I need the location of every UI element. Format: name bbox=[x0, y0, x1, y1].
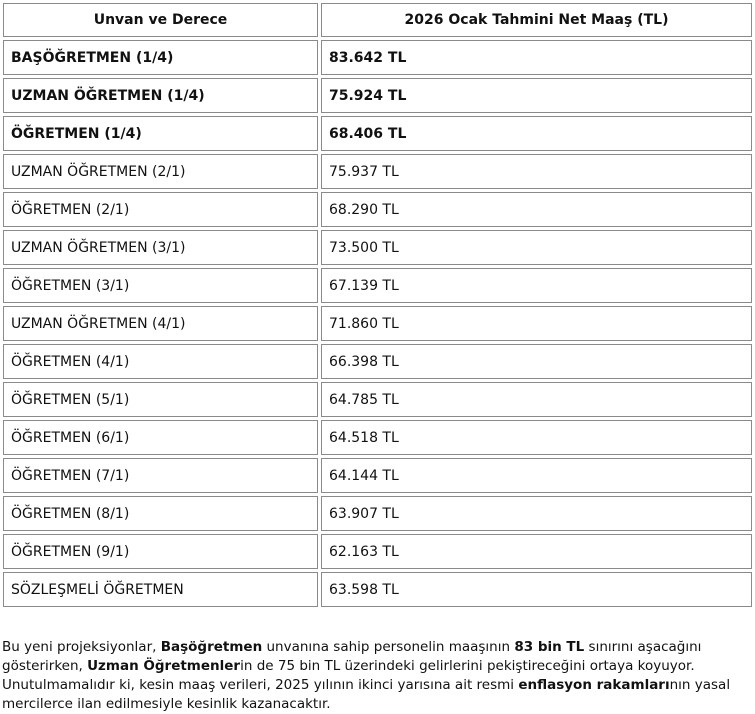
paragraph-text: unvanına sahip personelin maaşının bbox=[262, 638, 515, 655]
salary-cell: 68.290 TL bbox=[321, 192, 752, 227]
table-row bbox=[3, 116, 752, 151]
title-cell: ÖĞRETMEN (4/1) bbox=[3, 344, 318, 379]
title-cell: ÖĞRETMEN (6/1) bbox=[3, 420, 318, 455]
title-cell: SÖZLEŞMELİ ÖĞRETMEN bbox=[3, 572, 318, 607]
salary-cell: 73.500 TL bbox=[321, 230, 752, 265]
column-header-salary: 2026 Ocak Tahmini Net Maaş (TL) bbox=[321, 3, 752, 37]
salary-cell: 66.398 TL bbox=[321, 344, 752, 379]
salary-cell: 64.144 TL bbox=[321, 458, 752, 493]
paragraph-bold-text: 83 bin TL bbox=[514, 638, 585, 655]
table-row bbox=[3, 382, 752, 417]
title-cell: ÖĞRETMEN (5/1) bbox=[3, 382, 318, 417]
salary-cell: 62.163 TL bbox=[321, 534, 752, 569]
title-cell: UZMAN ÖĞRETMEN (1/4) bbox=[3, 78, 318, 113]
title-cell: ÖĞRETMEN (9/1) bbox=[3, 534, 318, 569]
table-row bbox=[3, 572, 752, 607]
title-cell: BAŞÖĞRETMEN (1/4) bbox=[3, 40, 318, 75]
title-cell: ÖĞRETMEN (1/4) bbox=[3, 116, 318, 151]
salary-cell: 64.785 TL bbox=[321, 382, 752, 417]
table-row bbox=[3, 154, 752, 189]
paragraph-text: nın yasal mercilerce ilan edilmesiyle kesinlik kazanacaktır. bbox=[2, 676, 731, 712]
salary-cell: 68.406 TL bbox=[321, 116, 752, 151]
title-cell: UZMAN ÖĞRETMEN (4/1) bbox=[3, 306, 318, 341]
title-cell: ÖĞRETMEN (3/1) bbox=[3, 268, 318, 303]
summary-paragraph bbox=[2, 638, 752, 714]
table-body bbox=[3, 40, 752, 607]
salary-cell: 63.598 TL bbox=[321, 572, 752, 607]
paragraph-text: in de 75 bin TL üzerindeki gelirlerini pekiştireceğini ortaya koyuyor. Unutulmamalıdır ki, kesin maaş verileri, 2025 yılının ikinci yarısına ait resmi bbox=[2, 657, 695, 693]
title-cell: ÖĞRETMEN (7/1) bbox=[3, 458, 318, 493]
paragraph-bold-text: Başöğretmen bbox=[160, 638, 263, 655]
salary-cell: 83.642 TL bbox=[321, 40, 752, 75]
paragraph-text: Bu yeni projeksiyonlar, bbox=[2, 638, 161, 655]
table-row bbox=[3, 458, 752, 493]
table-row bbox=[3, 192, 752, 227]
paragraph-bold-text: enflasyon rakamları bbox=[518, 676, 670, 693]
paragraph-bold-text: Uzman Öğretmenler bbox=[87, 657, 241, 674]
title-cell: ÖĞRETMEN (8/1) bbox=[3, 496, 318, 531]
table-row bbox=[3, 344, 752, 379]
table-row bbox=[3, 306, 752, 341]
table-row bbox=[3, 230, 752, 265]
salary-cell: 75.924 TL bbox=[321, 78, 752, 113]
table-row bbox=[3, 78, 752, 113]
salary-cell: 71.860 TL bbox=[321, 306, 752, 341]
title-cell: UZMAN ÖĞRETMEN (2/1) bbox=[3, 154, 318, 189]
column-header-title: Unvan ve Derece bbox=[3, 3, 318, 37]
table-row bbox=[3, 268, 752, 303]
paragraph-text: sınırını aşacağını gösterirken, bbox=[2, 638, 702, 674]
salary-cell: 67.139 TL bbox=[321, 268, 752, 303]
table-row bbox=[3, 420, 752, 455]
salary-cell: 64.518 TL bbox=[321, 420, 752, 455]
table-row bbox=[3, 40, 752, 75]
salary-cell: 75.937 TL bbox=[321, 154, 752, 189]
salary-cell: 63.907 TL bbox=[321, 496, 752, 531]
table-row bbox=[3, 496, 752, 531]
title-cell: ÖĞRETMEN (2/1) bbox=[3, 192, 318, 227]
table-row bbox=[3, 534, 752, 569]
title-cell: UZMAN ÖĞRETMEN (3/1) bbox=[3, 230, 318, 265]
table-header-row bbox=[3, 3, 752, 37]
